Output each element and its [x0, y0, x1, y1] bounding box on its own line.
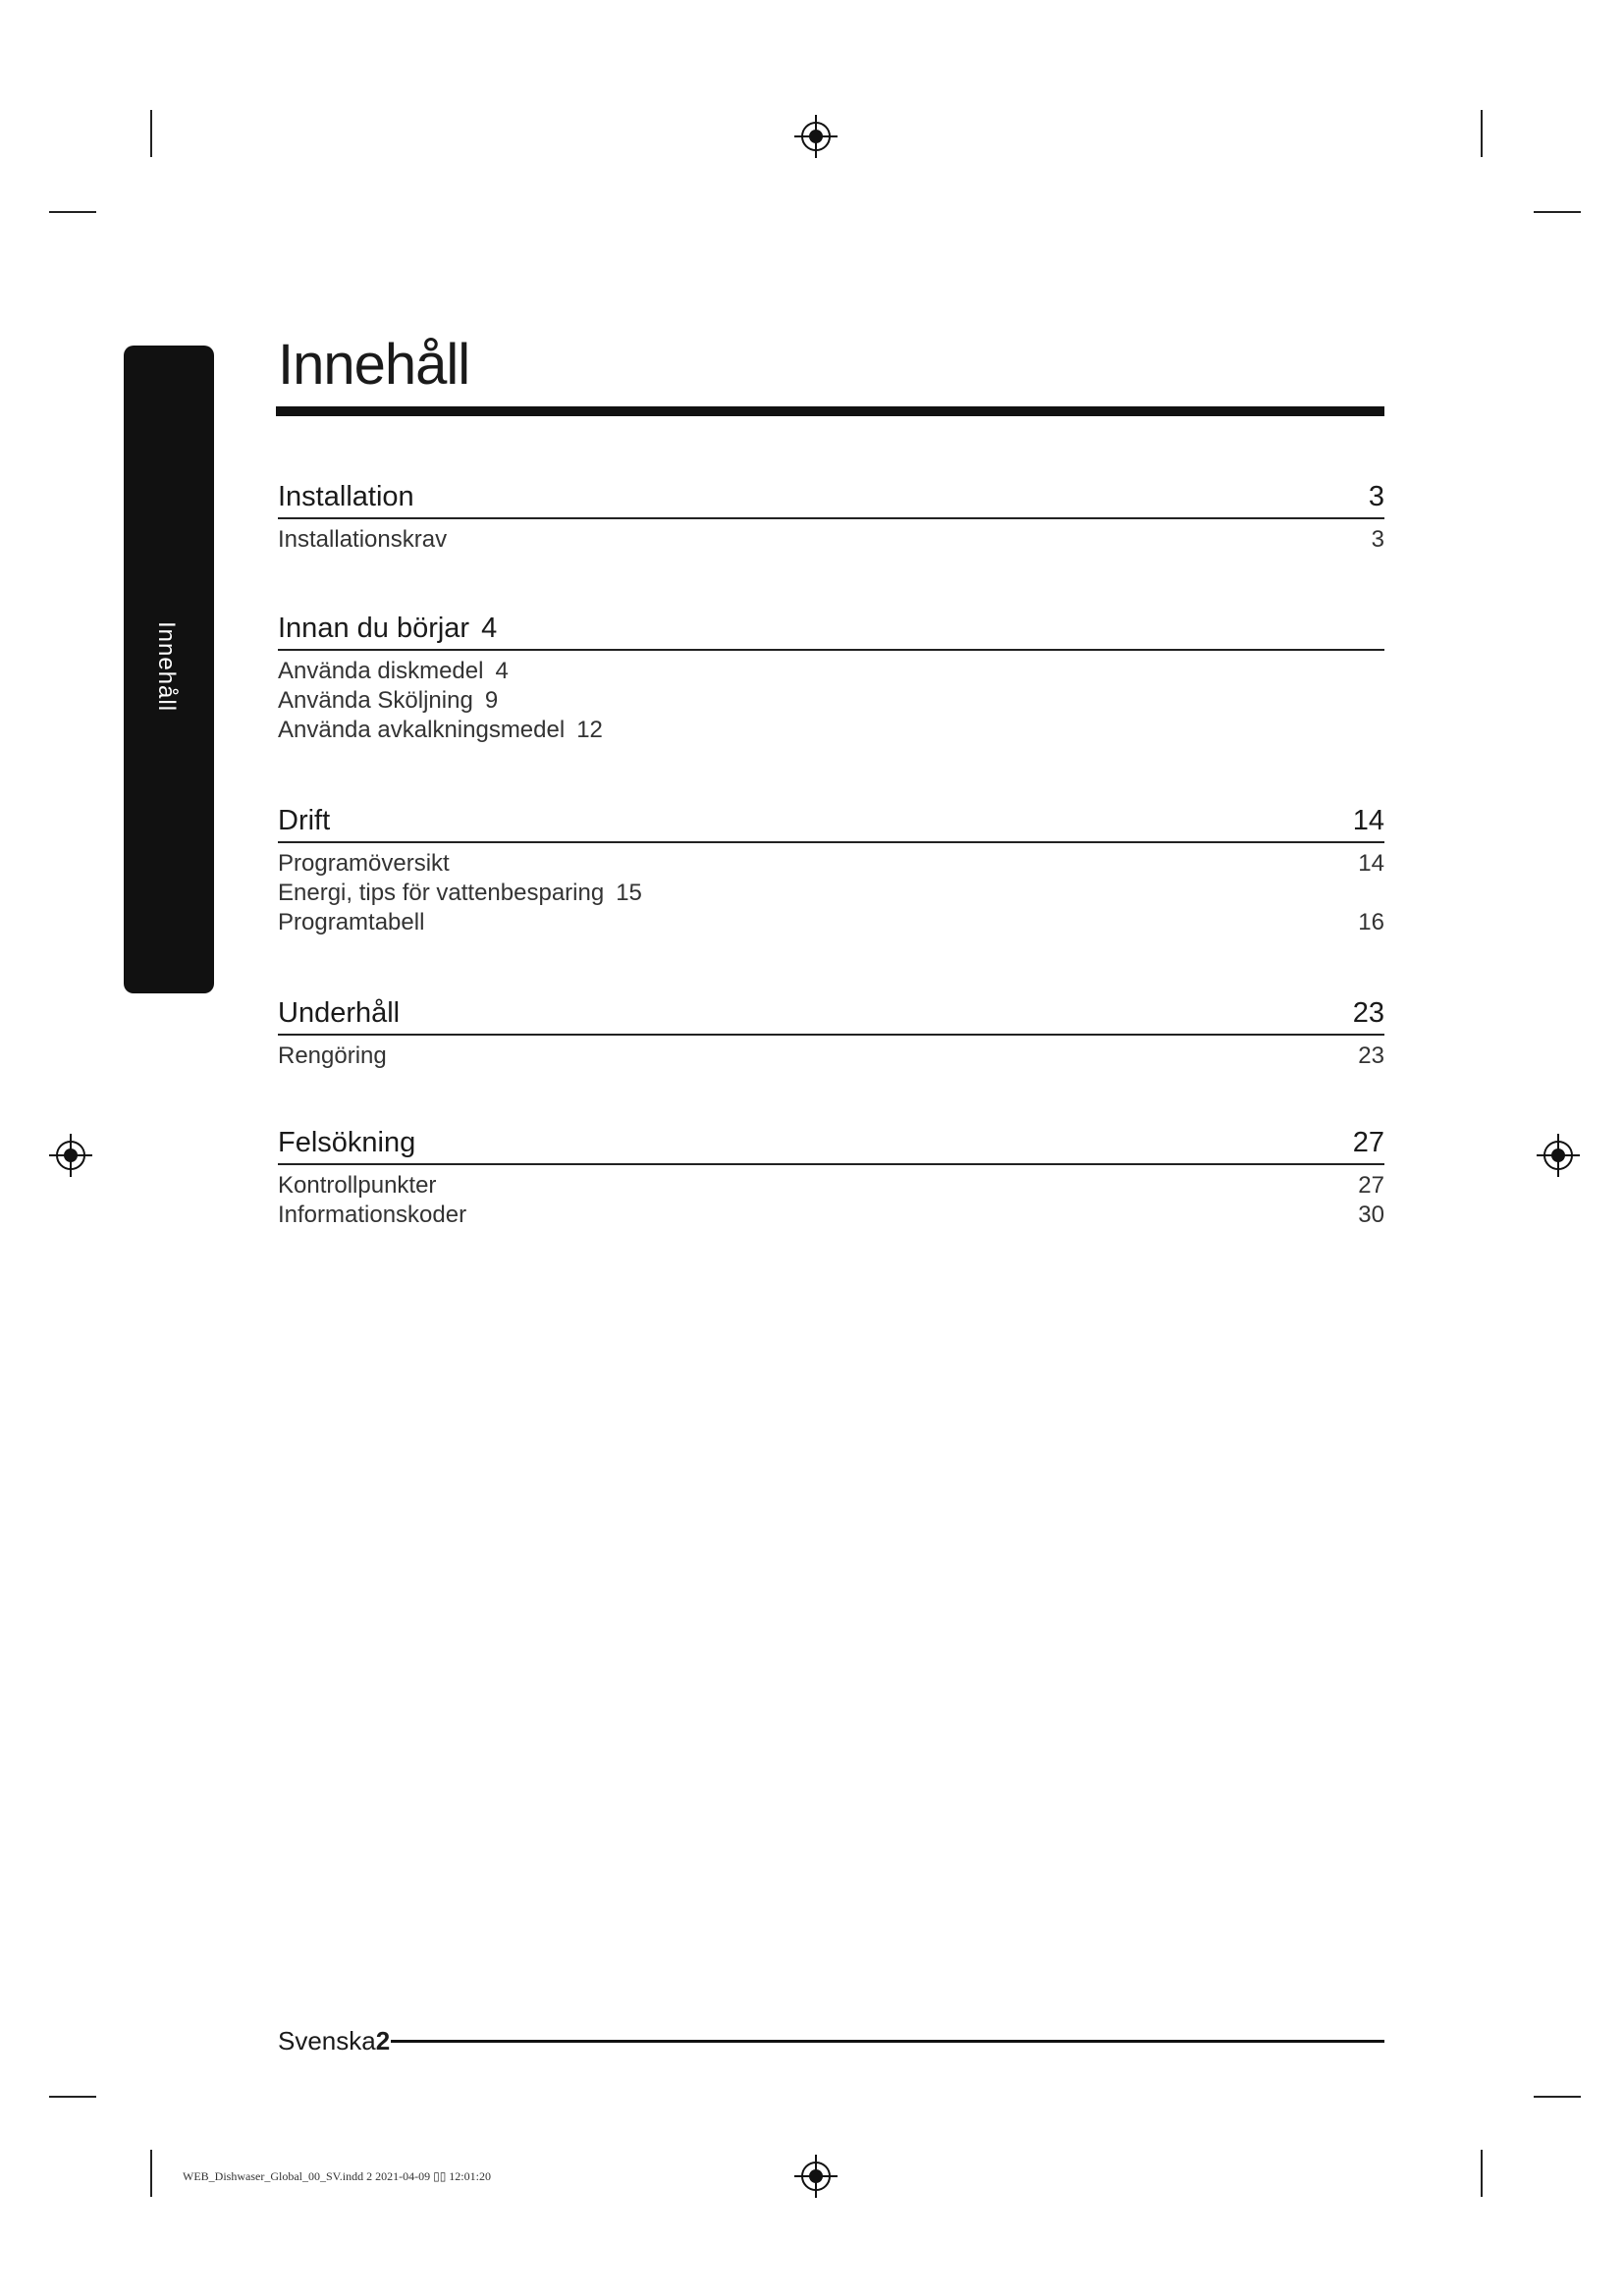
toc-section-title: Drift — [278, 805, 331, 836]
toc-section-page: 27 — [1352, 1127, 1384, 1158]
registration-mark-icon — [49, 1134, 92, 1177]
toc-entry-page: 3 — [1371, 526, 1384, 553]
toc-entry[interactable] — [278, 849, 1384, 879]
toc-entry-page: 14 — [1358, 850, 1384, 877]
toc-section-title: Innan du börjar — [278, 613, 470, 644]
toc-entry-label: Informationskoder — [278, 1201, 467, 1228]
crop-mark — [150, 2150, 152, 2197]
toc-entry-label: Använda diskmedel — [278, 658, 484, 684]
toc-entry-label: Kontrollpunkter — [278, 1172, 437, 1199]
toc-entry[interactable] — [278, 908, 1384, 937]
toc-section — [278, 613, 1384, 745]
print-slug: WEB_Dishwaser_Global_00_SV.indd 2 2021-04-09 ▯▯ 12:01:20 — [183, 2169, 491, 2183]
toc-entry-label: Använda Sköljning — [278, 687, 473, 714]
toc-section — [278, 1127, 1384, 1230]
toc-entry-page: 4 — [495, 658, 509, 684]
footer-page-number: 2 — [375, 2026, 391, 2056]
toc-section-page: 23 — [1352, 997, 1384, 1029]
toc-entry-label: Rengöring — [278, 1042, 387, 1069]
toc-section-title: Underhåll — [278, 997, 401, 1029]
toc-entry-label: Installationskrav — [278, 526, 448, 553]
crop-mark — [49, 2096, 96, 2098]
toc-section — [278, 805, 1384, 937]
registration-mark-icon — [794, 115, 838, 158]
toc-entry[interactable] — [278, 879, 1384, 908]
toc-section-page: 3 — [1368, 481, 1384, 512]
toc-entry[interactable] — [278, 657, 1384, 686]
registration-mark-icon — [794, 2155, 838, 2198]
toc-entry-label: Använda avkalkningsmedel — [278, 717, 566, 743]
toc-entry[interactable] — [278, 686, 1384, 716]
toc-entry-page: 12 — [576, 717, 603, 743]
crop-mark — [49, 211, 96, 213]
toc-section-page: 4 — [481, 613, 498, 644]
crop-mark — [1481, 110, 1483, 157]
crop-mark — [1534, 2096, 1581, 2098]
footer-rule — [391, 2040, 1384, 2043]
toc-section-heading[interactable] — [278, 997, 1384, 1036]
toc-section-heading[interactable] — [278, 613, 1384, 651]
toc-entry[interactable] — [278, 1201, 1384, 1230]
toc-entry[interactable] — [278, 1171, 1384, 1201]
toc-entry-page: 16 — [1358, 909, 1384, 935]
toc-entry-label: Energi, tips för vattenbesparing — [278, 880, 605, 906]
toc-entry[interactable] — [278, 716, 1384, 745]
toc-section-title: Installation — [278, 481, 414, 512]
toc-section-title: Felsökning — [278, 1127, 416, 1158]
crop-mark — [1481, 2150, 1483, 2197]
toc-section-heading[interactable] — [278, 1127, 1384, 1165]
crop-mark — [150, 110, 152, 157]
registration-mark-icon — [1537, 1134, 1580, 1177]
toc-entry-page: 30 — [1358, 1201, 1384, 1228]
toc-entry-page: 27 — [1358, 1172, 1384, 1199]
toc-entry[interactable] — [278, 525, 1384, 555]
toc-section — [278, 997, 1384, 1071]
toc-section — [278, 481, 1384, 555]
side-tab-label: Innehåll — [153, 621, 180, 713]
toc-entry-label: Programöversikt — [278, 850, 450, 877]
toc-entry-page: 23 — [1358, 1042, 1384, 1069]
crop-mark — [1534, 211, 1581, 213]
toc-entry[interactable] — [278, 1041, 1384, 1071]
toc-section-heading[interactable] — [278, 805, 1384, 843]
footer-page-label — [278, 2026, 390, 2056]
toc-entry-page: 15 — [616, 880, 642, 906]
page-title: Innehåll — [278, 333, 470, 397]
footer-language: Svenska — [278, 2026, 376, 2056]
toc-section-heading[interactable] — [278, 481, 1384, 519]
title-rule — [276, 406, 1384, 416]
toc-entry-label: Programtabell — [278, 909, 425, 935]
toc-entry-page: 9 — [484, 687, 499, 714]
toc-section-page: 14 — [1352, 805, 1384, 836]
